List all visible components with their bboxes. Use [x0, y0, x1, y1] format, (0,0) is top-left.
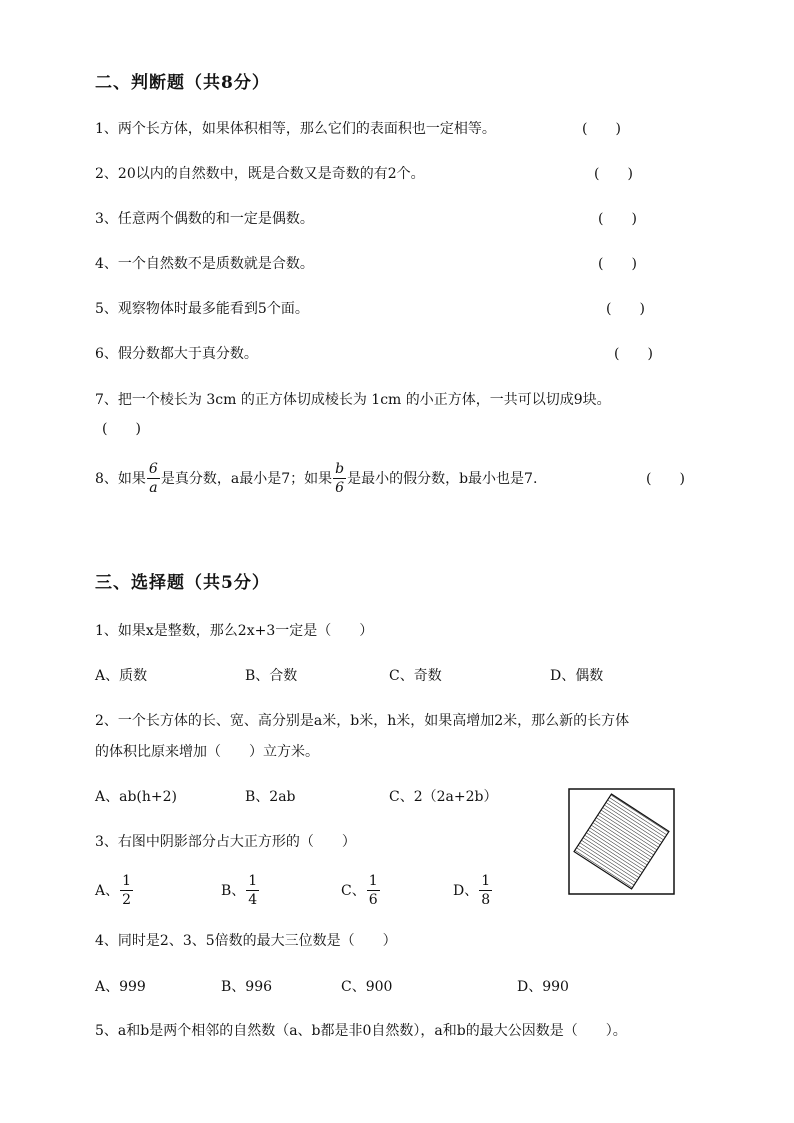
item8-middle-2: 是最小的假分数，b最小也是7.	[347, 471, 538, 487]
answer-paren-5[interactable]: ( )	[606, 301, 645, 317]
option-label: D、	[453, 883, 479, 899]
q2-option-c[interactable]: C、2（2a+2b）	[389, 789, 498, 805]
fraction-numerator: 1	[368, 872, 378, 889]
fraction-1-over-4	[246, 874, 259, 907]
fraction-denominator: 6	[333, 478, 346, 495]
fraction-numerator: b	[335, 460, 345, 477]
option-label: C、	[341, 883, 366, 899]
item8-middle-1: 是真分数，a最小是7；如果	[160, 471, 333, 487]
choice-question-4: 4、同时是2、3、5倍数的最大三位数是（ ）	[95, 933, 397, 949]
q1-option-c[interactable]: C、奇数	[389, 668, 442, 684]
q1-option-a[interactable]: A、质数	[95, 668, 148, 684]
q4-option-c[interactable]: C、900	[341, 979, 393, 995]
fraction-1-over-6	[367, 874, 380, 907]
q3-option-d[interactable]	[453, 870, 493, 910]
judgment-item-5: 5、观察物体时最多能看到5个面。	[95, 301, 309, 317]
item8-prefix: 8、如果	[95, 471, 146, 487]
q2-option-a[interactable]: A、ab(h+2)	[95, 789, 177, 805]
q3-option-c[interactable]	[341, 870, 381, 910]
judgment-item-3: 3、任意两个偶数的和一定是偶数。	[95, 211, 314, 227]
shaded-square-figure	[568, 788, 675, 895]
fraction-denominator: 2	[122, 891, 132, 908]
answer-paren-2[interactable]: ( )	[594, 166, 633, 182]
choice-question-3: 3、右图中阴影部分占大正方形的（ ）	[95, 834, 356, 850]
fraction-numerator: 1	[122, 872, 132, 889]
fraction-numerator: 1	[248, 872, 258, 889]
q3-option-b[interactable]	[221, 870, 260, 910]
q2-option-b[interactable]: B、2ab	[245, 789, 296, 805]
choice-question-1: 1、如果x是整数，那么2x+3一定是（ ）	[95, 623, 374, 639]
fraction-numerator: 6	[148, 460, 158, 477]
fraction-denominator: 4	[248, 891, 258, 908]
answer-paren-8[interactable]: ( )	[646, 471, 685, 487]
fraction-1-over-8	[479, 874, 492, 907]
answer-paren-6[interactable]: ( )	[614, 346, 653, 362]
answer-paren-1[interactable]: ( )	[582, 121, 621, 137]
fraction-b-over-6	[333, 462, 346, 495]
fraction-6-over-a	[147, 462, 160, 495]
q4-option-d[interactable]: D、990	[517, 979, 569, 995]
choice-question-2-line1: 2、一个长方体的长、宽、高分别是a米，b米，h米，如果高增加2米，那么新的长方体	[95, 713, 630, 729]
option-label: A、	[95, 883, 120, 899]
judgment-item-8	[95, 458, 537, 498]
q4-option-a[interactable]: A、999	[95, 979, 146, 995]
q3-option-a[interactable]	[95, 870, 134, 910]
fraction-denominator: a	[147, 478, 160, 495]
fraction-1-over-2	[120, 874, 133, 907]
fraction-numerator: 1	[481, 872, 491, 889]
fraction-denominator: 8	[481, 891, 491, 908]
option-label: B、	[221, 883, 246, 899]
section-title-choice: 三、选择题（共5分）	[95, 573, 270, 593]
judgment-item-2: 2、20以内的自然数中，既是合数又是奇数的有2个。	[95, 166, 425, 182]
choice-question-5: 5、a和b是两个相邻的自然数（a、b都是非0自然数），a和b的最大公因数是（ ）。	[95, 1023, 627, 1039]
q1-option-b[interactable]: B、合数	[245, 668, 298, 684]
section-title-judgment: 二、判断题（共8分）	[95, 73, 270, 93]
choice-question-2-line2: 的体积比原来增加（ ）立方米。	[95, 744, 319, 760]
judgment-item-1: 1、两个长方体，如果体积相等，那么它们的表面积也一定相等。	[95, 121, 496, 137]
answer-paren-4[interactable]: ( )	[598, 256, 637, 272]
judgment-item-4: 4、一个自然数不是质数就是合数。	[95, 256, 314, 272]
q4-option-b[interactable]: B、996	[221, 979, 273, 995]
answer-paren-7[interactable]: ( )	[102, 421, 141, 437]
judgment-item-7: 7、把一个棱长为 3cm 的正方体切成棱长为 1cm 的小正方体，一共可以切成9块。	[95, 392, 611, 408]
judgment-item-6: 6、假分数都大于真分数。	[95, 346, 258, 362]
answer-paren-3[interactable]: ( )	[598, 211, 637, 227]
q1-option-d[interactable]: D、偶数	[550, 668, 604, 684]
fraction-denominator: 6	[368, 891, 378, 908]
